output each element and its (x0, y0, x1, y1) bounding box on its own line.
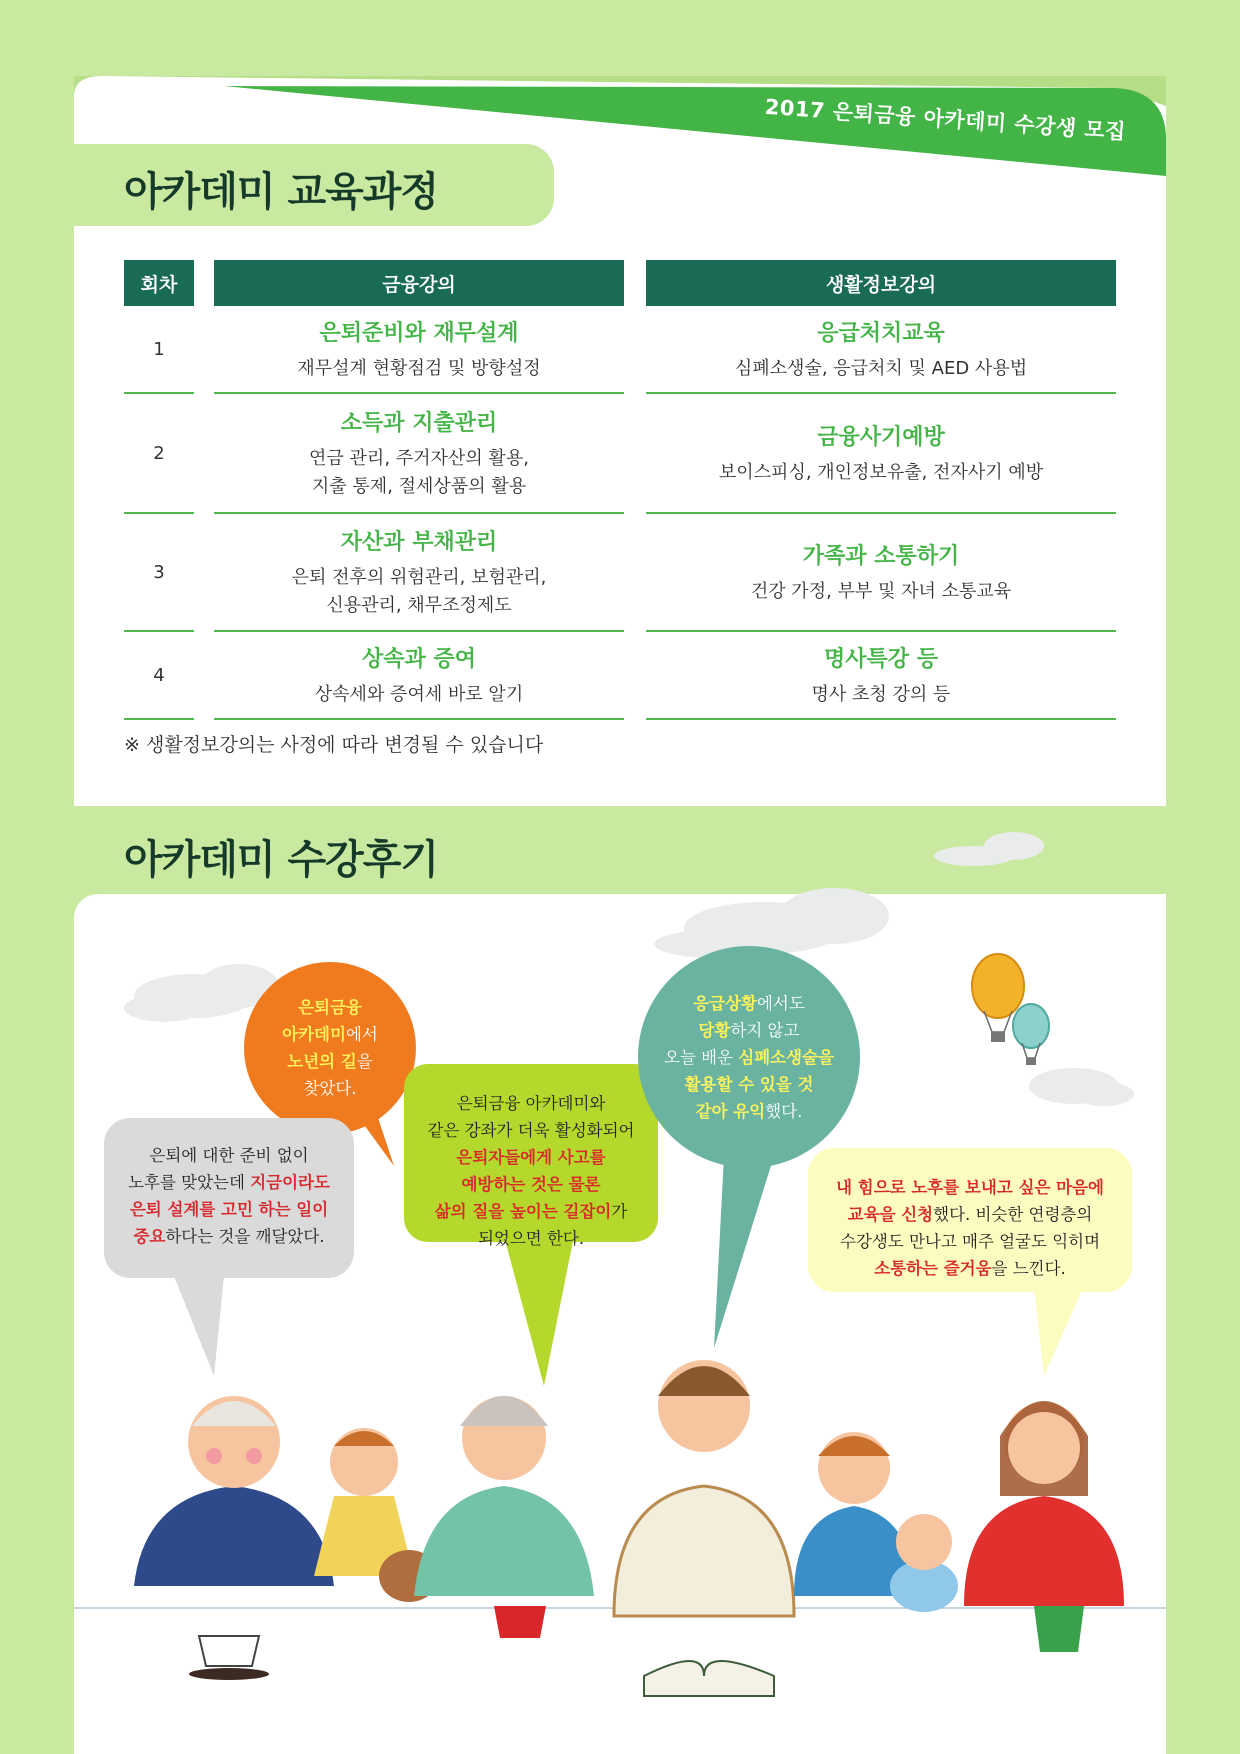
review-bubble-teal (638, 946, 860, 1168)
review-text: 찾았다. (303, 1079, 357, 1098)
review-highlight: 지금이라도 (250, 1173, 330, 1192)
header-finance: 금융강의 (214, 260, 624, 306)
review-bubble-orange (244, 962, 416, 1134)
finance-topic: 소득과 지출관리 (340, 410, 498, 436)
reviews-illustration (74, 76, 1166, 1754)
review-text: 에서 (345, 1025, 378, 1044)
review-highlight: 교육을 신청 (847, 1205, 934, 1224)
review-text: 했다. (765, 1102, 803, 1121)
header-no: 회차 (124, 260, 194, 306)
life-topic: 금융사기예방 (817, 424, 945, 450)
review-bubble-grey (104, 1118, 354, 1278)
review-text: 은퇴금융 (298, 998, 362, 1017)
review-text: 오늘 배운 (664, 1048, 739, 1067)
hot-air-balloon-icon (972, 954, 1049, 1065)
review-highlight: 같아 유익 (695, 1102, 766, 1121)
finance-desc-line1: 연금 관리, 주거자산의 활용, (309, 447, 529, 469)
finance-desc-line2: 지출 통제, 절세상품의 활용 (311, 475, 527, 497)
review-highlight: 은퇴 설계를 고민 하는 일이 (129, 1200, 329, 1219)
review-highlight: 노년의 길 (287, 1052, 357, 1071)
row-number: 1 (153, 338, 165, 360)
review-highlight: 중요 (133, 1227, 166, 1246)
finance-desc: 상속세와 증여세 바로 알기 (314, 683, 524, 705)
life-desc: 명사 초청 강의 등 (811, 683, 951, 705)
review-text: 은퇴금융 아카데미와 (456, 1094, 606, 1113)
review-text: 되었으면 한다. (477, 1229, 585, 1248)
review-text: 은퇴에 대한 준비 없이 (149, 1146, 309, 1165)
review-text: 하다는 것을 깨달았다. (165, 1227, 325, 1246)
review-text: 가 (611, 1202, 628, 1221)
grandmother-illustration (414, 1396, 594, 1596)
review-highlight: 은퇴자들에게 사고를 (456, 1148, 606, 1167)
life-topic: 가족과 소통하기 (802, 543, 960, 569)
header-life: 생활정보강의 (646, 260, 1116, 306)
brochure-page (74, 76, 1166, 1754)
finance-topic: 은퇴준비와 재무설계 (319, 320, 519, 346)
review-text: 같은 강좌가 더욱 활성화되어 (427, 1121, 635, 1140)
grandfather-illustration (134, 1396, 334, 1586)
finance-topic: 상속과 증여 (362, 646, 476, 672)
reviews-title: 아카데미 수강후기 (124, 837, 439, 883)
curriculum-note: ※ 생활정보강의는 사정에 따라 변경될 수 있습니다 (124, 734, 544, 756)
review-highlight: 소통하는 즐거움 (874, 1259, 992, 1278)
review-bubble-yellow (808, 1148, 1132, 1292)
life-desc: 심폐소생술, 응급처치 및 AED 사용법 (734, 357, 1028, 379)
recruitment-banner: 2017 은퇴금융 아카데미 수강생 모집 (764, 94, 1127, 144)
review-text: 수강생도 만나고 매주 얼굴도 익히며 (839, 1232, 1101, 1251)
review-highlight: 활용할 수 있을 것 (684, 1075, 814, 1094)
green-mug-icon (1034, 1606, 1084, 1652)
review-text: 을 느낀다. (991, 1259, 1066, 1278)
review-text: 노후를 맞았는데 (128, 1173, 251, 1192)
review-highlight: 삶의 질을 높이는 길잡이 (434, 1202, 612, 1221)
row-number: 4 (153, 664, 165, 686)
review-bubble-lime (404, 1064, 658, 1248)
life-topic: 명사특강 등 (824, 646, 938, 672)
review-highlight: 내 힘으로 노후를 보내고 싶은 마음에 (836, 1178, 1104, 1197)
finance-desc-line1: 은퇴 전후의 위험관리, 보험관리, (291, 566, 547, 588)
review-text: 했다. 비슷한 연령층의 (933, 1205, 1093, 1224)
finance-desc: 재무설계 현황점검 및 방향설정 (297, 357, 541, 379)
life-desc: 보이스피싱, 개인정보유출, 전자사기 예방 (718, 461, 1044, 483)
review-highlight: 응급상황 (693, 994, 757, 1013)
review-highlight: 당황 (698, 1021, 731, 1040)
row-number: 2 (153, 442, 165, 464)
mother-illustration (964, 1401, 1124, 1606)
review-text: 하지 않고 (730, 1021, 800, 1040)
grey-bubble-tail (174, 1276, 224, 1376)
finance-desc-line2: 신용관리, 채무조정제도 (326, 594, 512, 616)
coffee-cup-icon (189, 1636, 269, 1680)
review-highlight: 아카데미 (282, 1025, 346, 1044)
red-cup-icon (494, 1606, 546, 1638)
teal-bubble-tail (714, 1156, 774, 1348)
lime-bubble-tail (504, 1236, 574, 1386)
review-text: 을 (356, 1052, 373, 1071)
father-illustration (614, 1360, 794, 1616)
row-number: 3 (153, 561, 165, 583)
life-topic: 응급처치교육 (817, 320, 945, 346)
review-highlight: 예방하는 것은 물론 (461, 1175, 601, 1194)
review-text: 에서도 (756, 994, 805, 1013)
finance-topic: 자산과 부채관리 (340, 529, 498, 555)
curriculum-title: 아카데미 교육과정 (124, 169, 439, 215)
review-highlight: 심폐소생술을 (738, 1048, 834, 1067)
open-book-icon (644, 1661, 774, 1696)
life-desc: 건강 가정, 부부 및 자녀 소통교육 (750, 580, 1012, 602)
yellow-bubble-tail (1034, 1286, 1084, 1376)
